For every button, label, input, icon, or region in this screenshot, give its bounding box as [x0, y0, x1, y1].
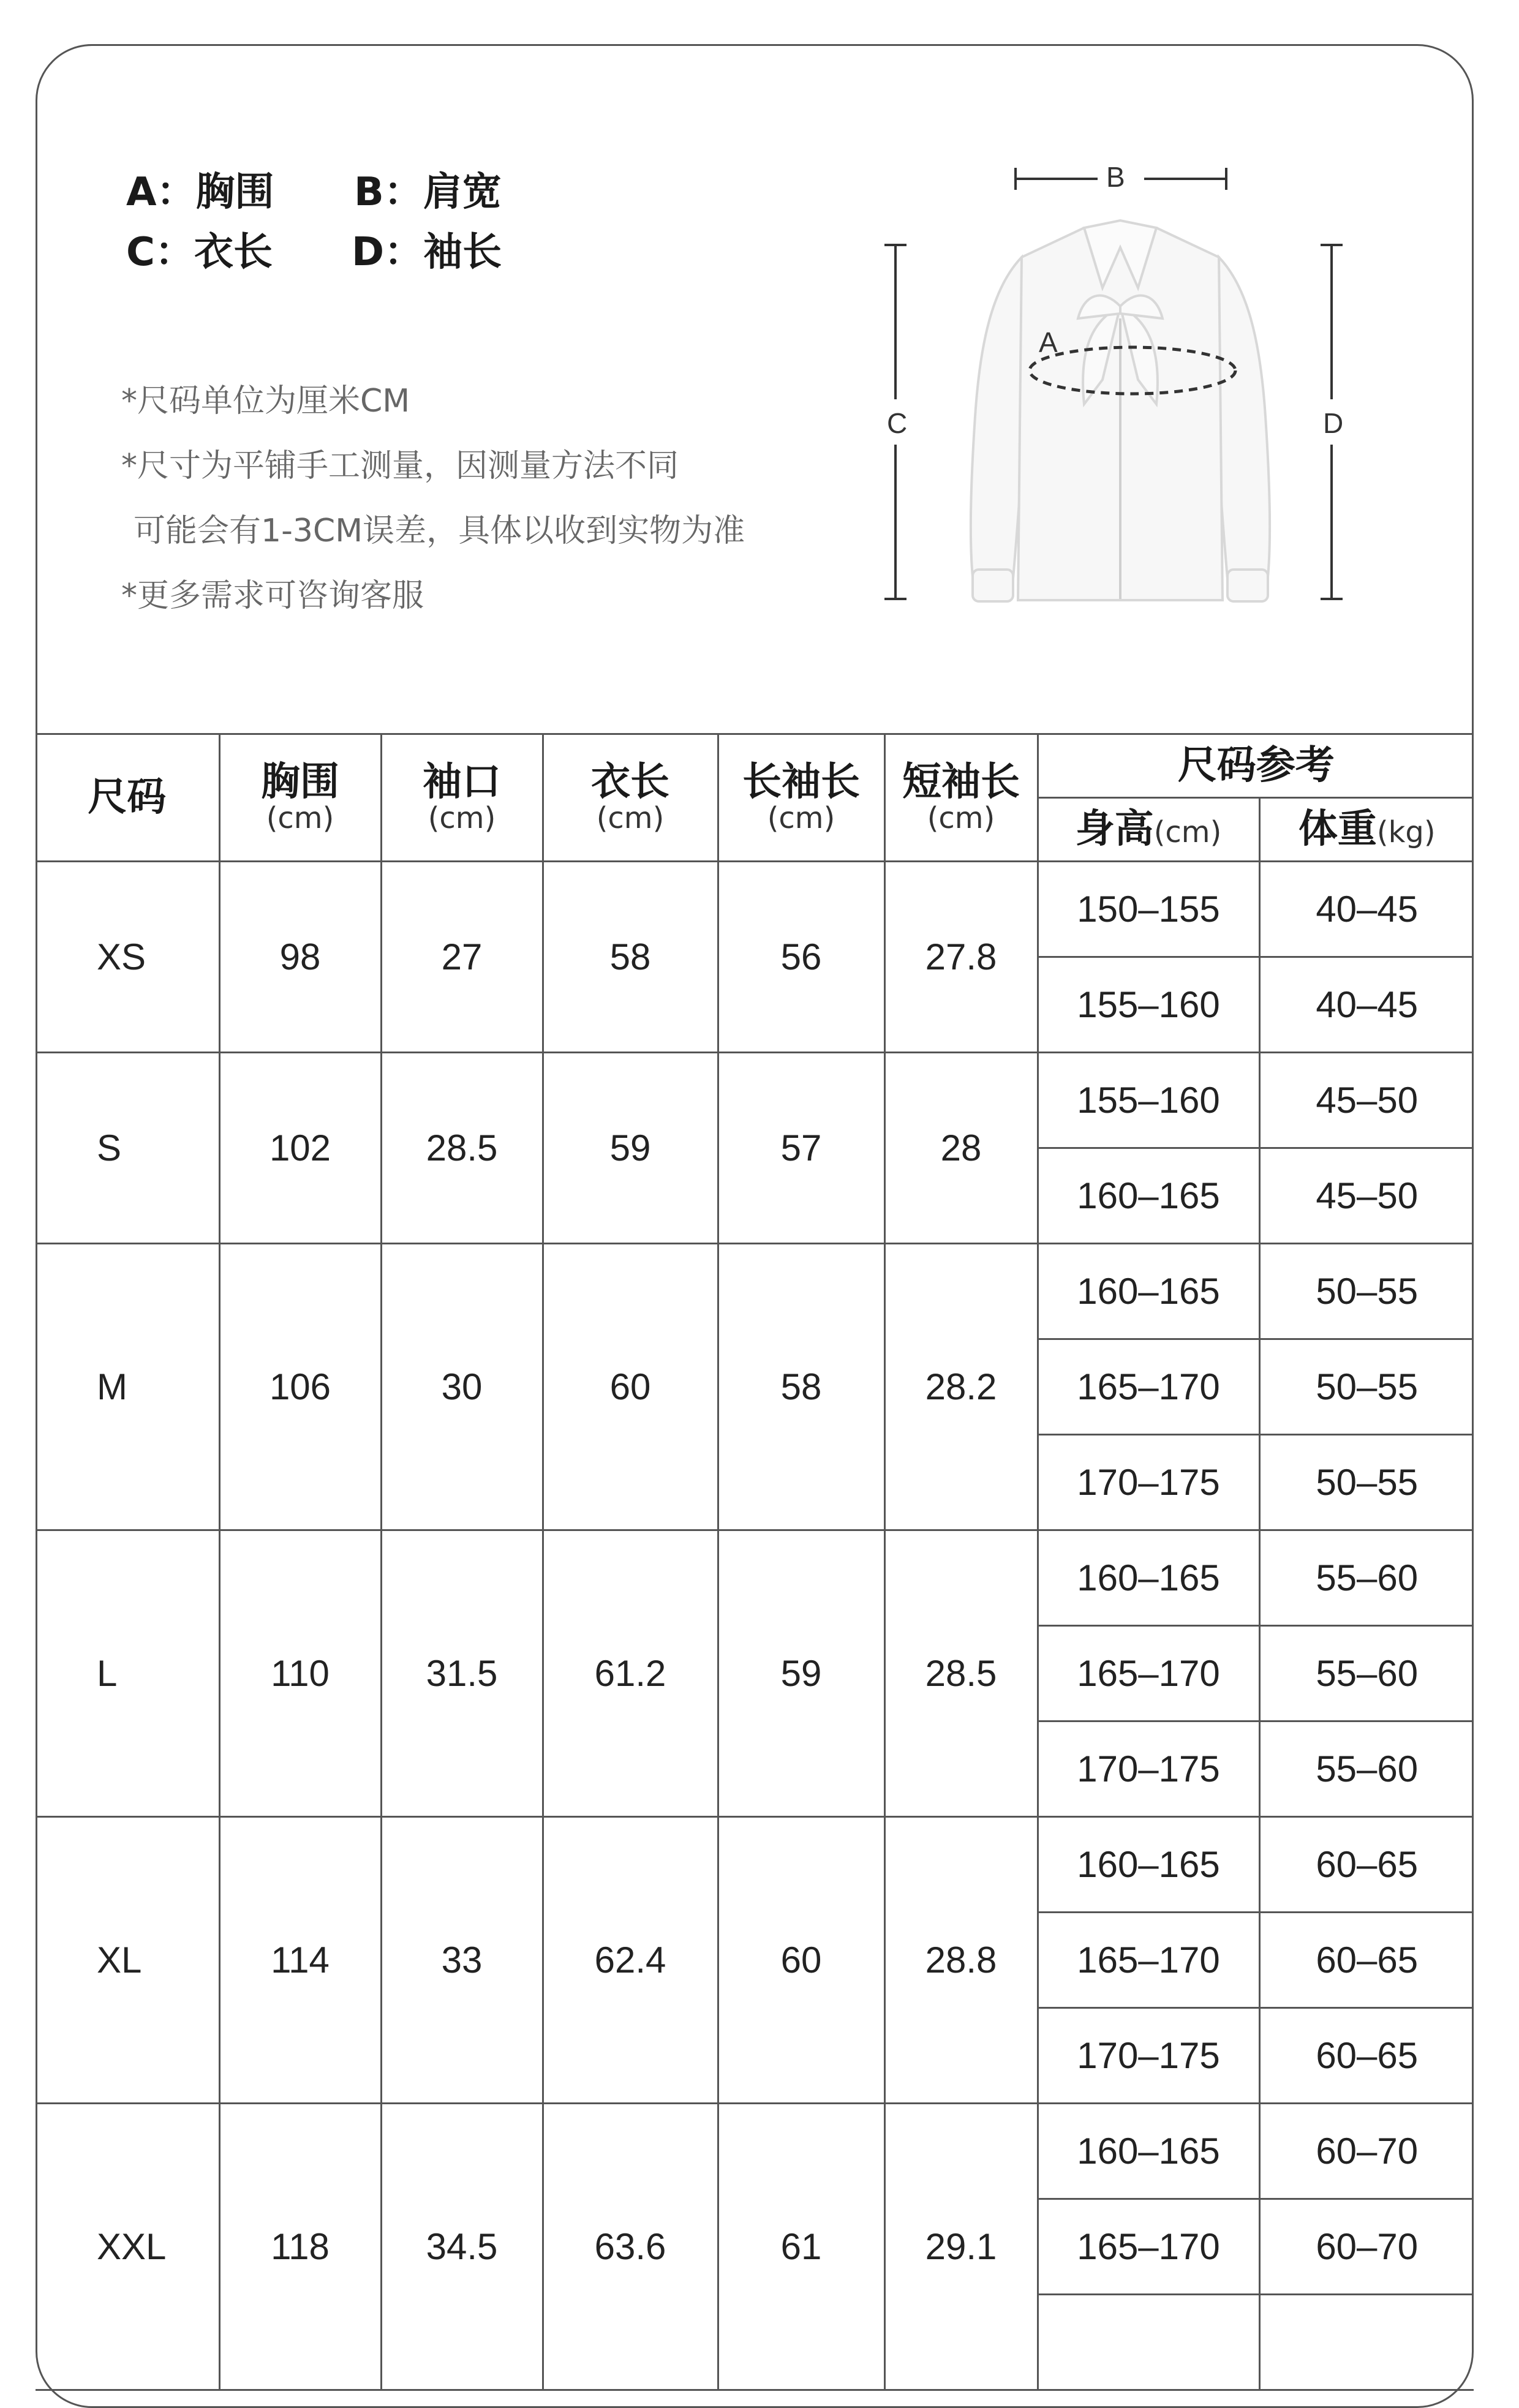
cell-height: 165–170 [1038, 1913, 1259, 2008]
cell-size: M [36, 1244, 219, 1530]
header-long-sleeve: 长袖长 (cm) [718, 734, 884, 862]
cell-long-sleeve: 57 [718, 1053, 884, 1244]
note-unit: *尺码单位为厘米CM [121, 383, 410, 420]
cell-weight [1259, 2295, 1474, 2390]
cell-size: XS [36, 862, 219, 1053]
cell-chest: 102 [219, 1053, 381, 1244]
cell-chest: 106 [219, 1244, 381, 1530]
cell-weight: 50–55 [1259, 1339, 1474, 1435]
garment-diagram [0, 0, 1519, 735]
cell-cuff: 33 [381, 1817, 543, 2104]
cell-short-sleeve: 28 [884, 1053, 1038, 1244]
legend-shoulder: B：肩宽 [354, 170, 502, 215]
cell-long-sleeve: 59 [718, 1530, 884, 1817]
legend-length: C：衣长 [126, 230, 273, 275]
cell-length: 62.4 [543, 1817, 718, 2104]
cell-weight: 55–60 [1259, 1626, 1474, 1721]
cell-length: 61.2 [543, 1530, 718, 1817]
label-d: D [1323, 407, 1344, 439]
cell-weight: 45–50 [1259, 1148, 1474, 1244]
cell-cuff: 28.5 [381, 1053, 543, 1244]
cell-height: 155–160 [1038, 1053, 1259, 1148]
table-row [36, 2104, 1474, 2199]
note-service: *更多需求可咨询客服 [121, 578, 424, 614]
cell-chest: 98 [219, 862, 381, 1053]
legend-chest: A：胸围 [126, 170, 274, 215]
header-length: 衣长 (cm) [543, 734, 718, 862]
cell-weight: 40–45 [1259, 862, 1474, 957]
cell-length: 63.6 [543, 2104, 718, 2390]
cell-cuff: 27 [381, 862, 543, 1053]
cell-size: L [36, 1530, 219, 1817]
cell-size: XL [36, 1817, 219, 2104]
size-table [36, 733, 1474, 2391]
table-row [36, 862, 1474, 957]
header-height: 身高(cm) [1038, 798, 1259, 862]
cell-length: 59 [543, 1053, 718, 1244]
table-row [36, 1244, 1474, 1339]
header-size: 尺码 [36, 734, 219, 862]
cell-long-sleeve: 61 [718, 2104, 884, 2390]
cell-height: 160–165 [1038, 2104, 1259, 2199]
cell-cuff: 30 [381, 1244, 543, 1530]
header-cuff: 袖口 (cm) [381, 734, 543, 862]
blouse-illustration [971, 220, 1270, 601]
table-row [36, 1530, 1474, 1626]
table-row [36, 1817, 1474, 1913]
cell-cuff: 31.5 [381, 1530, 543, 1817]
cell-long-sleeve: 60 [718, 1817, 884, 2104]
cell-height: 170–175 [1038, 1435, 1259, 1530]
cell-chest: 114 [219, 1817, 381, 2104]
cell-length: 60 [543, 1244, 718, 1530]
cell-length: 58 [543, 862, 718, 1053]
cell-weight: 60–65 [1259, 2008, 1474, 2104]
note-error: 可能会有1-3CM误差，具体以收到实物为准 [134, 513, 745, 549]
cell-weight: 40–45 [1259, 957, 1474, 1053]
cell-short-sleeve: 27.8 [884, 862, 1038, 1053]
cell-short-sleeve: 28.5 [884, 1530, 1038, 1817]
cell-cuff: 34.5 [381, 2104, 543, 2390]
cell-chest: 118 [219, 2104, 381, 2390]
cell-size: XXL [36, 2104, 219, 2390]
cell-weight: 60–70 [1259, 2199, 1474, 2295]
header-short-sleeve: 短袖长 (cm) [884, 734, 1038, 862]
header-weight: 体重(kg) [1259, 798, 1474, 862]
cell-height: 160–165 [1038, 1148, 1259, 1244]
cell-height: 160–165 [1038, 1817, 1259, 1913]
cell-height: 165–170 [1038, 2199, 1259, 2295]
cell-height: 165–170 [1038, 1339, 1259, 1435]
cell-height: 170–175 [1038, 2008, 1259, 2104]
cell-size: S [36, 1053, 219, 1244]
cell-height: 165–170 [1038, 1626, 1259, 1721]
cell-height [1038, 2295, 1259, 2390]
label-a: A [1039, 326, 1058, 358]
cell-height: 155–160 [1038, 957, 1259, 1053]
label-c: C [887, 407, 908, 439]
cell-weight: 45–50 [1259, 1053, 1474, 1148]
header-chest: 胸围 (cm) [219, 734, 381, 862]
cell-height: 160–165 [1038, 1530, 1259, 1626]
cell-long-sleeve: 58 [718, 1244, 884, 1530]
table-row [36, 1053, 1474, 1148]
cell-weight: 60–65 [1259, 1913, 1474, 2008]
cell-weight: 60–65 [1259, 1817, 1474, 1913]
cell-height: 170–175 [1038, 1721, 1259, 1817]
size-table-wrapper [36, 733, 1474, 2391]
cell-weight: 50–55 [1259, 1435, 1474, 1530]
cell-height: 150–155 [1038, 862, 1259, 957]
cell-long-sleeve: 56 [718, 862, 884, 1053]
cell-weight: 60–70 [1259, 2104, 1474, 2199]
label-b: B [1106, 161, 1125, 193]
note-measure: *尺寸为平铺手工测量，因测量方法不同 [121, 448, 679, 484]
cell-short-sleeve: 28.8 [884, 1817, 1038, 2104]
cell-weight: 55–60 [1259, 1530, 1474, 1626]
cell-weight: 50–55 [1259, 1244, 1474, 1339]
size-table-body [36, 862, 1474, 2390]
cell-short-sleeve: 28.2 [884, 1244, 1038, 1530]
legend-sleeve: D：袖长 [352, 230, 502, 275]
header-reference: 尺码参考 [1038, 734, 1474, 798]
cell-short-sleeve: 29.1 [884, 2104, 1038, 2390]
cell-height: 160–165 [1038, 1244, 1259, 1339]
cell-weight: 55–60 [1259, 1721, 1474, 1817]
cell-chest: 110 [219, 1530, 381, 1817]
